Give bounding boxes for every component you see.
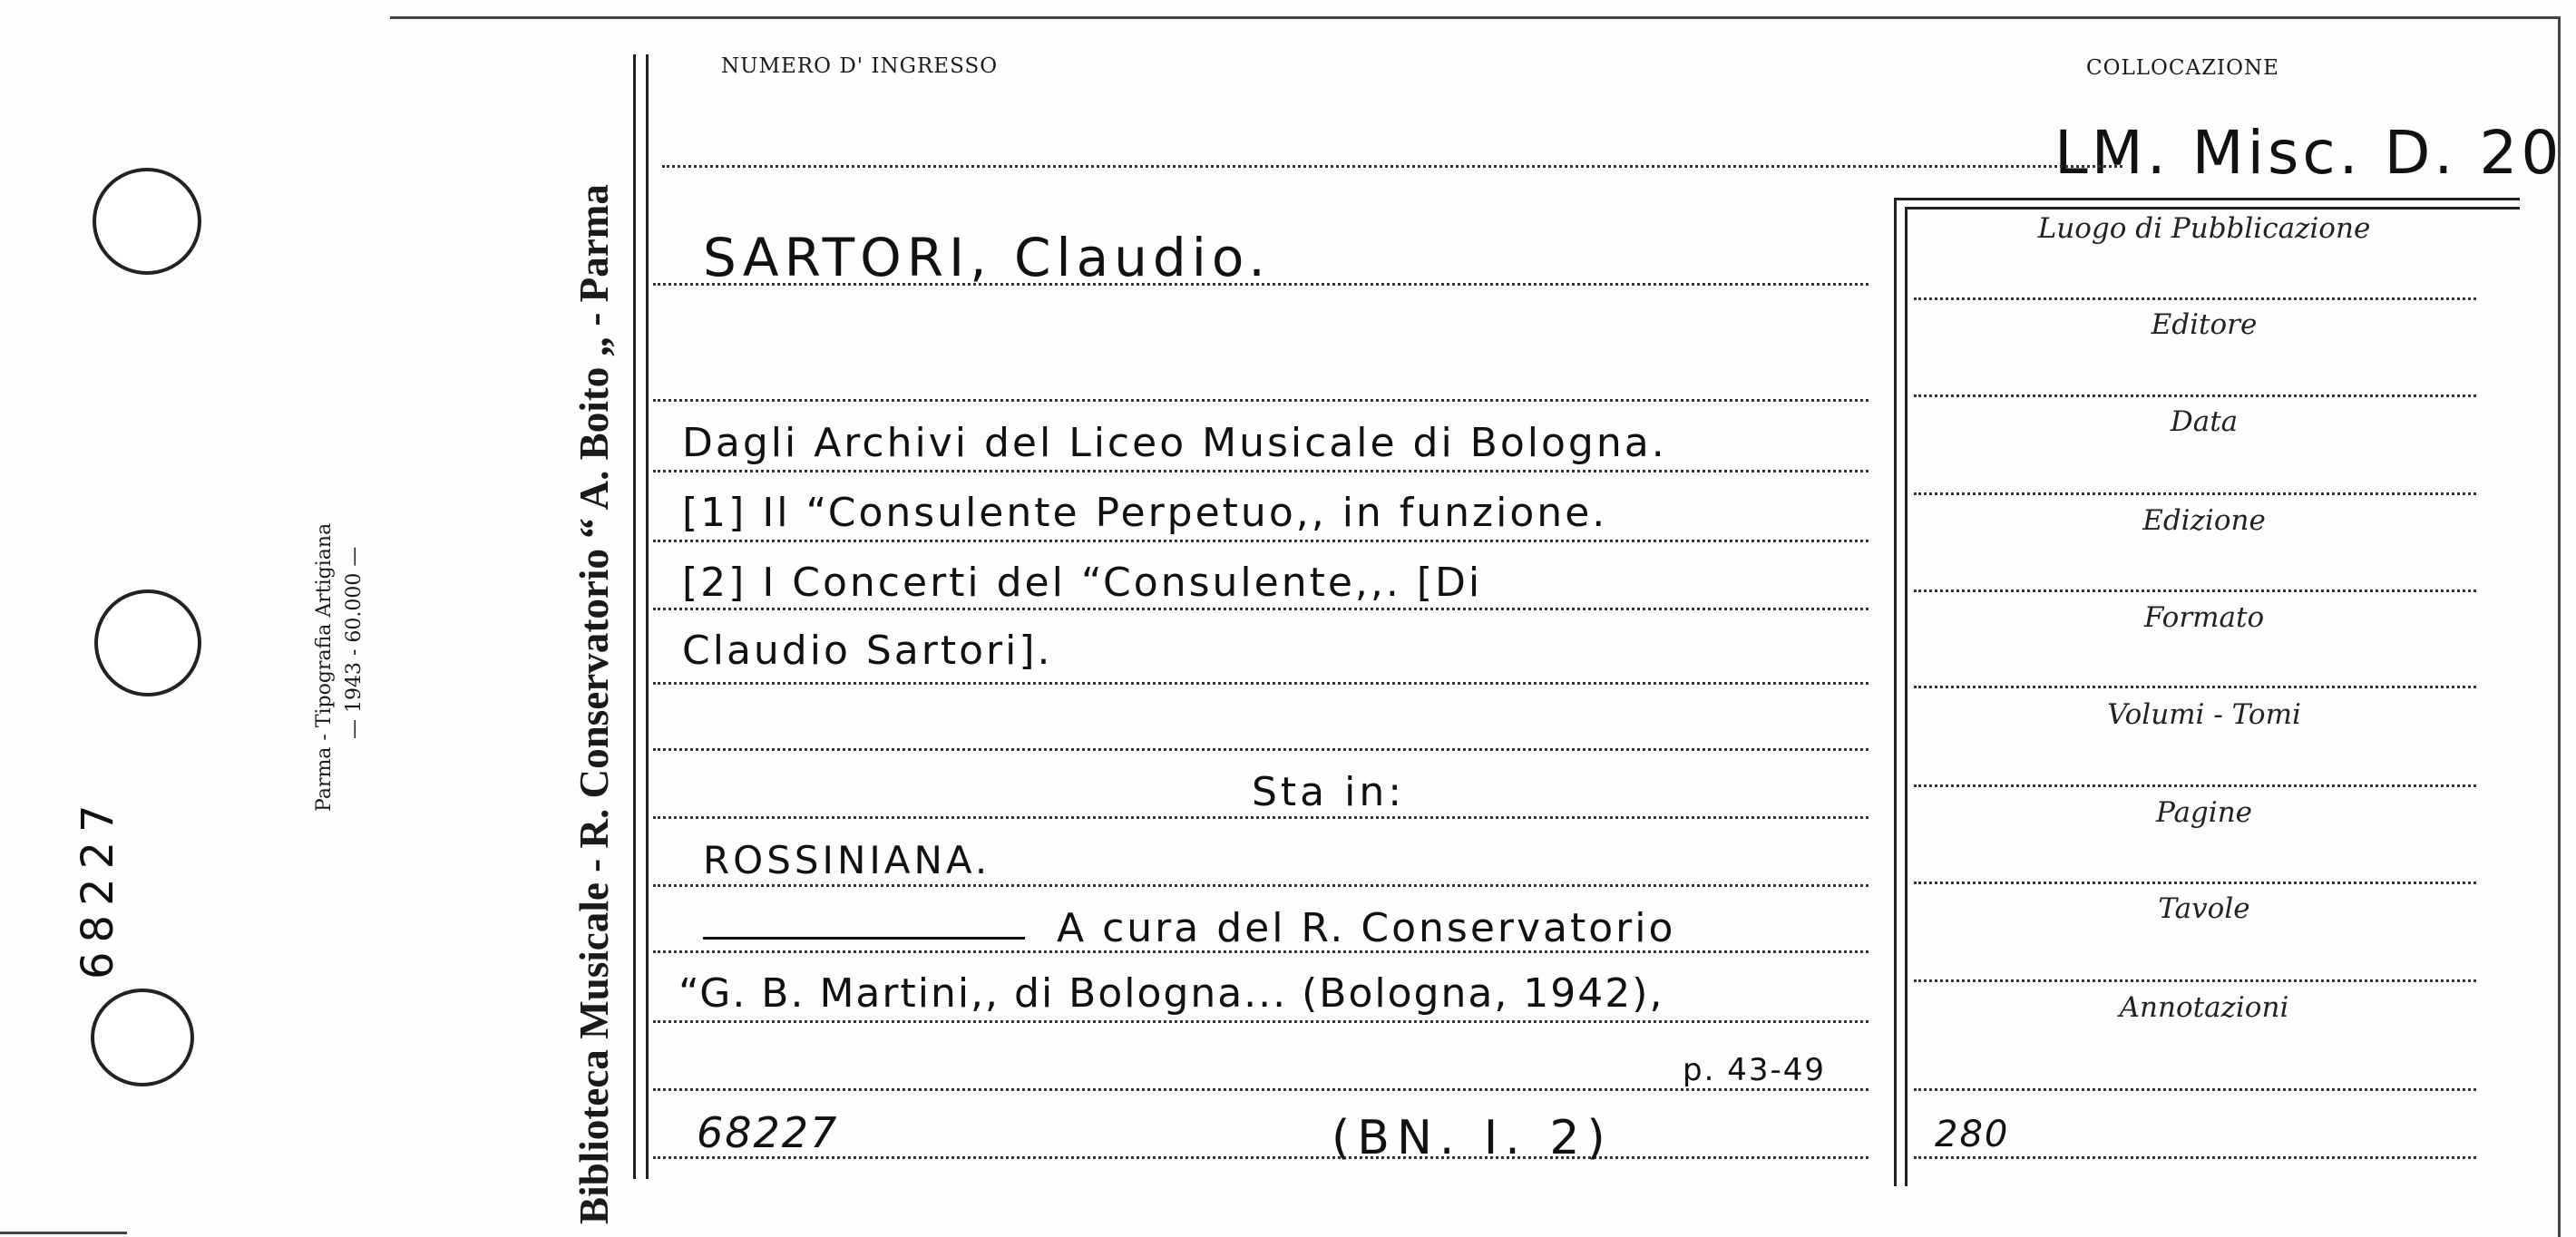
collocazione-label: COLLOCAZIONE: [2086, 56, 2279, 80]
field-volumi-tomi: Volumi - Tomi: [2107, 698, 2301, 731]
field-tavole: Tavole: [2158, 892, 2250, 925]
text-line-6: [653, 682, 1869, 685]
numero-ingresso-label: NUMERO D' INGRESSO: [721, 54, 999, 78]
punch-hole-middle: [94, 589, 201, 696]
card-bottom-edge: [0, 1232, 127, 1234]
text-line-2: [653, 399, 1869, 402]
field-rule-6: [1914, 784, 2476, 787]
title-line-3: [2] I Concerti del “Consulente,,. [Di: [682, 560, 1483, 606]
card-top-edge: [390, 16, 2558, 19]
field-luogo: Luogo di Pubblicazione: [2037, 212, 2371, 245]
text-line-7: [653, 748, 1869, 751]
field-rule-5: [1914, 686, 2476, 688]
field-rule-10: [1914, 1156, 2476, 1159]
host-dash: [703, 937, 1025, 940]
text-line-11: [653, 1020, 1869, 1023]
field-panel-top-rule-a: [1894, 198, 2520, 200]
left-double-rule-b: [646, 54, 649, 1179]
text-line-4: [653, 540, 1869, 542]
field-edizione: Edizione: [2142, 504, 2266, 537]
punch-hole-bottom: [91, 989, 194, 1086]
title-line-4: Claudio Sartori].: [682, 628, 1053, 674]
text-line-12: [653, 1088, 1869, 1091]
punch-hole-top: [93, 168, 201, 275]
host-imprint-line: “G. B. Martini,, di Bologna... (Bologna, 1942),: [678, 970, 1664, 1017]
field-rule-2: [1914, 394, 2476, 397]
library-spine-title: Biblioteca Musicale - R. Conservatorio “ A. Boito „ - Parma: [571, 184, 617, 1225]
text-line-5: [653, 608, 1869, 610]
inventory-number: 68227: [697, 1108, 839, 1157]
field-panel-top-rule-b: [1905, 207, 2520, 209]
printer-imprint-line-1: Parma - Tipografia Artigiana: [313, 522, 336, 812]
field-rule-8: [1914, 979, 2476, 982]
stub-acquisition-number: 68227: [73, 795, 123, 979]
text-line-8: [653, 816, 1869, 819]
shelf-note: (BN. I. 2): [1332, 1111, 1613, 1165]
printer-imprint-line-2: — 1943 - 60.000 —: [343, 546, 366, 739]
title-line-2: [1] Il “Consulente Perpetuo,, in funzione.: [682, 490, 1608, 536]
host-pages: p. 43-49: [1683, 1052, 1826, 1088]
field-annotazioni: Annotazioni: [2119, 991, 2289, 1024]
host-editor-line: A cura del R. Conservatorio: [1057, 905, 1676, 951]
collocazione-value: LM. Misc. D. 20: [2054, 118, 2563, 188]
field-formato: Formato: [2143, 601, 2265, 634]
left-double-rule-a: [633, 54, 636, 1179]
field-rule-7: [1914, 881, 2476, 884]
card-right-edge: [2558, 16, 2561, 1237]
field-editore: Editore: [2151, 308, 2258, 341]
text-line-3: [653, 470, 1869, 472]
author-heading: SARTORI, Claudio.: [703, 227, 1271, 288]
field-rule-1: [1914, 297, 2476, 300]
field-pagine: Pagine: [2155, 796, 2253, 829]
sta-in-label: Sta in:: [1252, 769, 1406, 815]
field-data: Data: [2170, 405, 2239, 438]
field-panel-left-rule-b: [1905, 207, 1908, 1186]
text-line-9: [653, 884, 1869, 887]
title-line-1: Dagli Archivi del Liceo Musicale di Bologna.: [682, 420, 1667, 466]
field-rule-9: [1914, 1088, 2476, 1091]
field-rule-4: [1914, 589, 2476, 592]
field-panel-left-rule-a: [1894, 198, 1897, 1186]
host-title: ROSSINIANA.: [703, 838, 991, 882]
header-rule: [662, 165, 2122, 168]
side-number: 280: [1935, 1114, 2010, 1155]
field-rule-3: [1914, 492, 2476, 495]
